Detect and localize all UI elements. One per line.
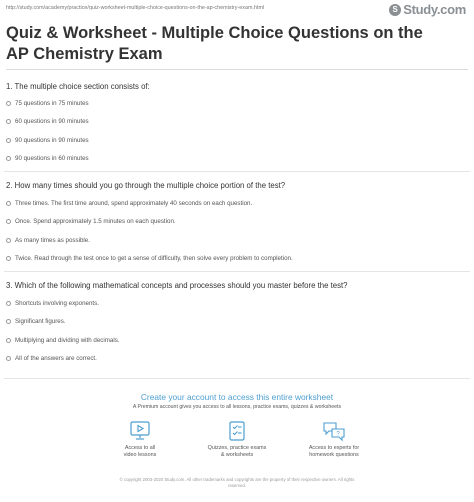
create-account-link[interactable]: Create your account to access this entire worksheet xyxy=(140,392,334,402)
radio-button[interactable] xyxy=(6,156,11,161)
option-label: Multiplying and dividing with decimals. xyxy=(15,337,120,344)
radio-button[interactable] xyxy=(6,238,11,243)
radio-button[interactable] xyxy=(6,338,11,343)
answer-option[interactable] xyxy=(6,155,89,162)
option-label: 75 questions in 75 minutes xyxy=(15,100,89,107)
page-url: http://study.com/academy/practice/quiz-worksheet-multiple-choice-questions-on-the-ap-chemistry-exam.html xyxy=(6,5,265,11)
option-label: Three times. The first time around, spend approximately 40 seconds on each question. xyxy=(15,200,253,207)
option-label: Significant figures. xyxy=(15,318,66,325)
feature-label: Access to experts for xyxy=(308,445,360,451)
title-divider xyxy=(6,69,468,70)
answer-option[interactable] xyxy=(6,237,90,244)
answer-option[interactable] xyxy=(6,300,99,307)
study-logo-icon: S xyxy=(389,4,401,16)
radio-button[interactable] xyxy=(6,319,11,324)
question-2: 2. How many times should you go through the multiple choice portion of the test? xyxy=(6,181,286,190)
answer-option[interactable] xyxy=(6,118,89,125)
option-label: 90 questions in 60 minutes xyxy=(15,155,89,162)
radio-button[interactable] xyxy=(6,101,11,106)
option-label: All of the answers are correct. xyxy=(15,355,97,362)
question-3: 3. Which of the following mathematical concepts and processes should you master before the test? xyxy=(6,281,348,290)
radio-button[interactable] xyxy=(6,138,11,143)
question-divider xyxy=(4,171,470,172)
option-label: 60 questions in 90 minutes xyxy=(15,118,89,125)
answer-option[interactable] xyxy=(6,255,293,262)
answer-option[interactable] xyxy=(6,355,97,362)
answer-option[interactable] xyxy=(6,137,89,144)
study-logo-text: Study.com xyxy=(403,2,466,17)
option-label: 90 questions in 90 minutes xyxy=(15,137,89,144)
copyright-line: © copyright 2003-2020 Study.com. All other trademarks and copyrights are the property of their respective owners. All rights xyxy=(119,477,355,482)
answer-option[interactable] xyxy=(6,337,120,344)
question-divider xyxy=(4,271,470,272)
radio-button[interactable] xyxy=(6,201,11,206)
feature-label: & worksheets xyxy=(220,452,254,458)
study-logo[interactable] xyxy=(389,2,466,17)
radio-button[interactable] xyxy=(6,356,11,361)
experts-icon xyxy=(321,420,347,442)
top-bar xyxy=(0,0,474,20)
radio-button[interactable] xyxy=(6,119,11,124)
feature-experts xyxy=(279,420,389,459)
quizzes-icon xyxy=(225,420,249,442)
svg-text:?: ? xyxy=(336,431,340,438)
page-title: Quiz & Worksheet - Multiple Choice Questions on the AP Chemistry Exam xyxy=(6,24,423,63)
copyright-footer xyxy=(100,477,374,489)
answer-option[interactable] xyxy=(6,218,176,225)
question-divider xyxy=(4,378,470,379)
answer-option[interactable] xyxy=(6,200,252,207)
option-label: Shortcuts involving exponents. xyxy=(15,300,99,307)
copyright-line: reserved. xyxy=(228,483,246,488)
option-label: Twice. Read through the test once to get a sense of difficulty, then solve every problem to completion. xyxy=(15,255,293,262)
radio-button[interactable] xyxy=(6,301,11,306)
option-label: Once. Spend approximately 1.5 minutes on each question. xyxy=(15,218,176,225)
answer-option[interactable] xyxy=(6,100,89,107)
question-1: 1. The multiple choice section consists of: xyxy=(6,82,150,91)
feature-label: video lessons xyxy=(123,452,157,458)
feature-label: homework questions xyxy=(309,452,359,458)
radio-button[interactable] xyxy=(6,219,11,224)
video-lessons-icon xyxy=(128,420,152,442)
feature-label: Quizzes, practice exams xyxy=(207,445,267,451)
premium-description: A Premium account gives you access to all lessons, practice exams, quizzes & worksheets xyxy=(132,404,342,410)
feature-video-lessons xyxy=(85,420,195,459)
radio-button[interactable] xyxy=(6,256,11,261)
feature-quizzes xyxy=(182,420,292,459)
feature-label: Access to all xyxy=(124,445,156,451)
answer-option[interactable] xyxy=(6,318,66,325)
option-label: As many times as possible. xyxy=(15,237,90,244)
